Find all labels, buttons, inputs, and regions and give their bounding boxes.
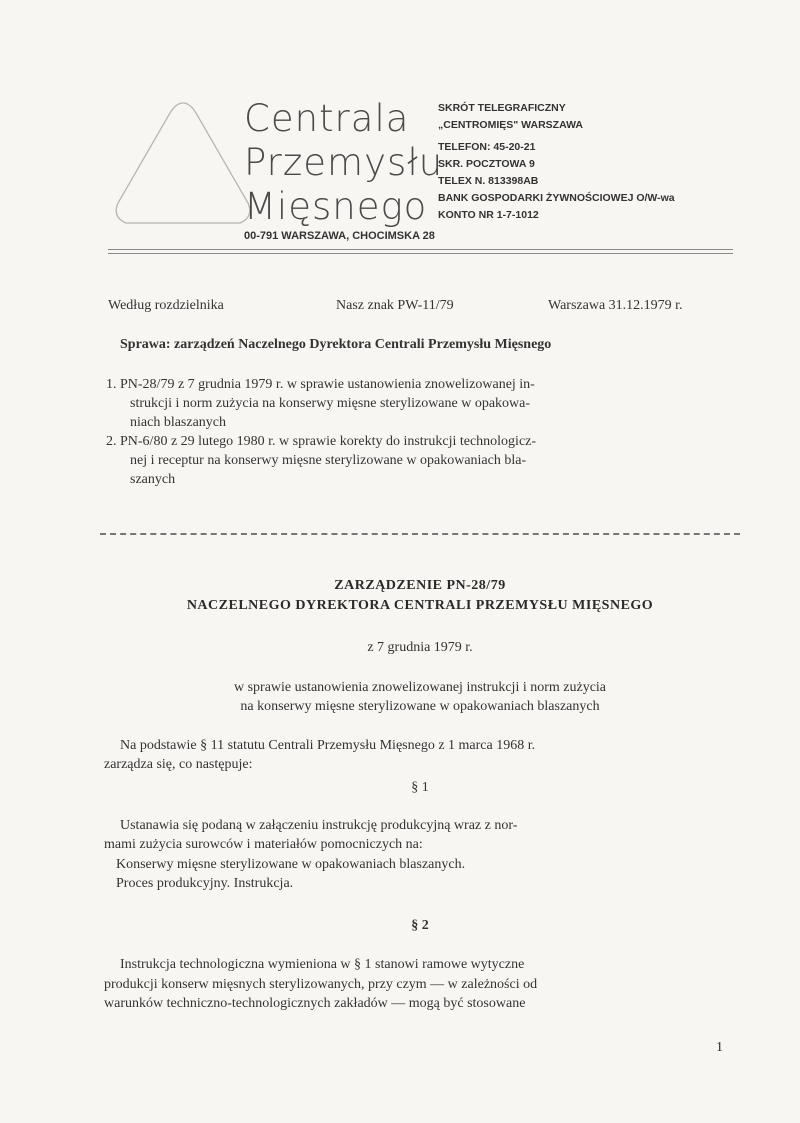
place-date: Warszawa 31.12.1979 r.	[548, 298, 683, 313]
section-1-line-3: Konserwy mięsne sterylizowane w opakowaniach blaszanych.	[116, 857, 466, 872]
preamble-line-1: Na podstawie § 11 statutu Centrali Przemysłu Mięsnego z 1 marca 1968 r.	[120, 738, 536, 753]
order-title: ZARZĄDZENIE PN-28/79	[334, 578, 506, 593]
list-item-2-line-2: nej i receptur na konserwy mięsne sterylizowane w opakowaniach bla-	[130, 453, 527, 468]
telegraph-value: „CENTROMIĘS" WARSZAWA	[438, 119, 583, 131]
telex: TELEX N. 813398AB	[438, 175, 539, 187]
section-2-line-3: warunków techniczno-technologicznych zakładów — mogą być stosowane	[104, 996, 526, 1011]
logo-triangle-icon	[108, 95, 258, 235]
preamble-line-2: zarządza się, co następuje:	[104, 757, 253, 772]
subject: Sprawa: zarządzeń Naczelnego Dyrektora Centrali Przemysłu Mięsnego	[120, 337, 552, 352]
letterhead-rule-2	[108, 253, 733, 254]
logo-text-line-2: Przemysłu	[244, 141, 444, 184]
section-divider	[100, 533, 740, 535]
section-2-line-1: Instrukcja technologiczna wymieniona w § 1 stanowi ramowe wytyczne	[120, 957, 525, 972]
account: KONTO NR 1-7-1012	[438, 209, 539, 221]
order-date: z 7 grudnia 1979 r.	[367, 640, 473, 655]
letterhead-rule	[108, 249, 733, 250]
list-item-2-line-3: szanych	[130, 472, 176, 487]
logo-text-line-3: Mięsnego	[244, 185, 428, 228]
page-number: 1	[716, 1040, 723, 1055]
section-2-heading: § 2	[411, 918, 429, 933]
list-item-1-line-1: 1. PN-28/79 z 7 grudnia 1979 r. w sprawie ustanowienia znowelizowanej in-	[106, 377, 535, 392]
address: 00-791 WARSZAWA, CHOCIMSKA 28	[244, 230, 435, 242]
section-1-line-2: mami zużycia surowców i materiałów pomocniczych na:	[104, 837, 423, 852]
bank: BANK GOSPODARKI ŻYWNOŚCIOWEJ O/W-wa	[438, 192, 675, 204]
section-1-line-1: Ustanawia się podaną w załączeniu instrukcję produkcyjną wraz z nor-	[120, 818, 518, 833]
section-1-line-4: Proces produkcyjny. Instrukcja.	[116, 876, 294, 891]
phone: TELEFON: 45-20-21	[438, 141, 536, 153]
section-2-line-2: produkcji konserw mięsnych sterylizowanych, przy czym — w zależności od	[104, 977, 538, 992]
po-box: SKR. POCZTOWA 9	[438, 158, 535, 170]
reference: Nasz znak PW-11/79	[336, 298, 454, 313]
order-issuer: NACZELNEGO DYREKTORA CENTRALI PRZEMYSŁU MIĘSNEGO	[186, 598, 654, 613]
list-item-1-line-2: strukcji i norm zużycia na konserwy mięsne sterylizowane w opakowa-	[130, 396, 531, 411]
order-subject-line-2: na konserwy mięsne sterylizowane w opakowaniach blaszanych	[240, 699, 600, 714]
recipient: Według rozdzielnika	[108, 298, 224, 313]
logo-text-line-1: Centrala	[244, 97, 410, 140]
telegraph-label: SKRÓT TELEGRAFICZNY	[438, 102, 566, 114]
list-item-1-line-3: niach blaszanych	[130, 415, 227, 430]
list-item-2-line-1: 2. PN-6/80 z 29 lutego 1980 r. w sprawie korekty do instrukcji technologicz-	[106, 434, 537, 449]
order-subject-line-1: w sprawie ustanowienia znowelizowanej instrukcji i norm zużycia	[233, 680, 607, 695]
section-1-heading: § 1	[411, 780, 429, 795]
